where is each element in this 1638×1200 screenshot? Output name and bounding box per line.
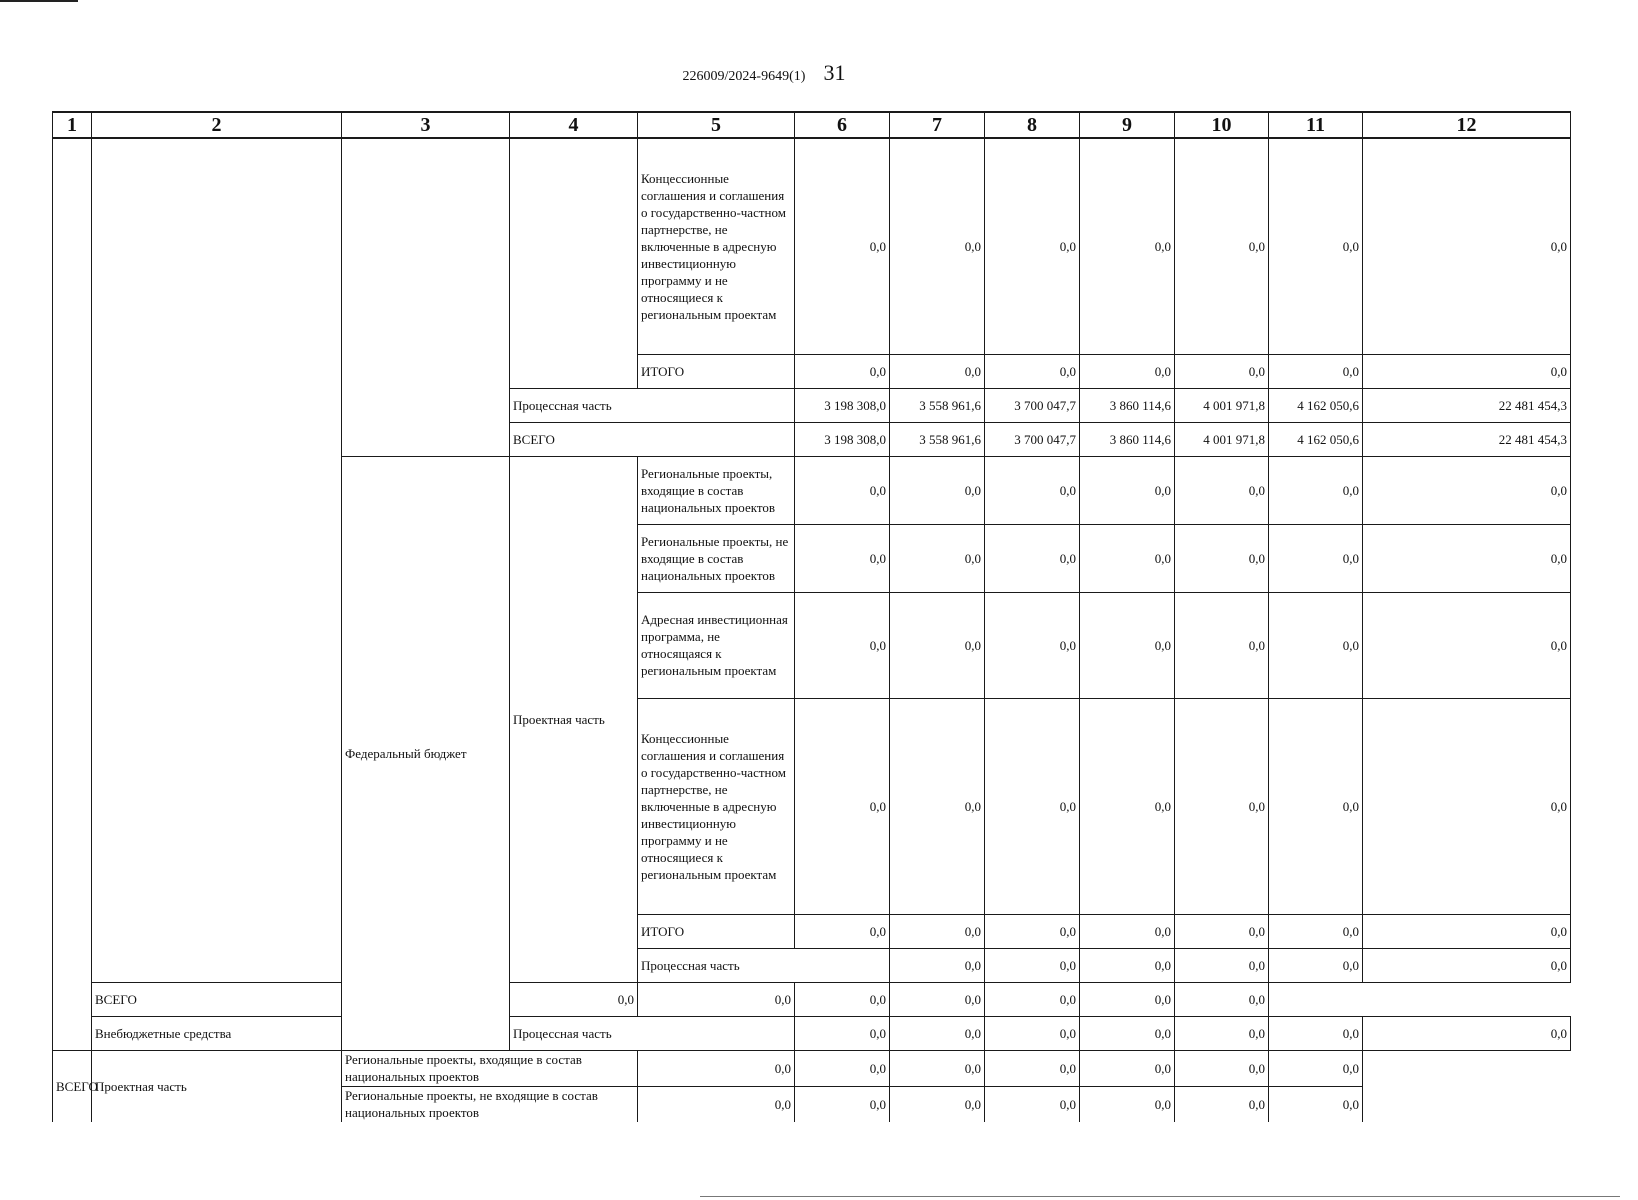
value-cell: 0,0	[638, 1086, 795, 1122]
value-cell: 0,0	[795, 354, 890, 388]
value-cell: 4 162 050,6	[1269, 388, 1363, 422]
federal-budget-label: Федеральный бюджет	[342, 456, 510, 1050]
value-cell: 0,0	[795, 456, 890, 524]
col-number: 11	[1269, 112, 1363, 138]
scan-edge-line	[700, 1196, 1620, 1197]
col4-cell	[510, 138, 638, 388]
scan-corner-mark	[0, 0, 78, 2]
value-cell: 0,0	[1175, 914, 1269, 948]
value-cell: 0,0	[890, 1016, 985, 1050]
value-cell: 4 001 971,8	[1175, 422, 1269, 456]
value-cell: 0,0	[985, 1050, 1080, 1086]
project-part-label: Проектная часть	[510, 456, 638, 982]
registration-number: 226009/2024-9649(1)	[682, 69, 806, 84]
value-cell: 0,0	[1080, 1050, 1175, 1086]
value-cell: 0,0	[795, 1050, 890, 1086]
value-cell: 0,0	[1175, 698, 1269, 914]
value-cell: 0,0	[1080, 456, 1175, 524]
value-cell: 0,0	[1363, 456, 1571, 524]
value-cell: 3 700 047,7	[985, 388, 1080, 422]
col-number: 1	[53, 112, 92, 138]
value-cell: 0,0	[890, 456, 985, 524]
regional-in-national-label: Региональные проекты, входящие в состав национальных проектов	[638, 456, 795, 524]
value-cell: 0,0	[1269, 698, 1363, 914]
value-cell: 0,0	[890, 982, 985, 1016]
value-cell: 0,0	[1363, 354, 1571, 388]
value-cell: 0,0	[1175, 1050, 1269, 1086]
value-cell: 0,0	[795, 592, 890, 698]
value-cell: 3 558 961,6	[890, 388, 985, 422]
extrabudget-label: Внебюджетные средства	[92, 1016, 342, 1050]
value-cell: 0,0	[890, 138, 985, 354]
value-cell: 0,0	[890, 914, 985, 948]
value-cell: 0,0	[795, 524, 890, 592]
value-cell: 0,0	[1080, 948, 1175, 982]
value-cell: 0,0	[1175, 948, 1269, 982]
value-cell: 0,0	[1080, 1086, 1175, 1122]
col-number: 7	[890, 112, 985, 138]
value-cell: 0,0	[1269, 354, 1363, 388]
value-cell: 0,0	[1175, 456, 1269, 524]
value-cell: 0,0	[1363, 1016, 1571, 1050]
value-cell: 0,0	[1269, 456, 1363, 524]
col-number: 4	[510, 112, 638, 138]
value-cell: 0,0	[890, 948, 985, 982]
value-cell: 0,0	[985, 1086, 1080, 1122]
concession-agreements-label: Концессионные соглашения и соглашения о государственно-частном партнерстве, не включенные в адресную инвестиционную программу и не относящиеся к региональным проектам	[638, 698, 795, 914]
project-part-label: Проектная часть	[92, 1050, 342, 1122]
value-cell: 0,0	[890, 698, 985, 914]
value-cell: 0,0	[1080, 524, 1175, 592]
table-row	[53, 138, 1571, 354]
value-cell: 0,0	[890, 524, 985, 592]
process-part-label: Процессная часть	[510, 388, 795, 422]
value-cell: 3 198 308,0	[795, 422, 890, 456]
value-cell: 0,0	[795, 138, 890, 354]
value-cell: 0,0	[510, 982, 638, 1016]
value-cell: 0,0	[1080, 1016, 1175, 1050]
col-number: 3	[342, 112, 510, 138]
value-cell: 0,0	[1363, 524, 1571, 592]
itogo-label: ИТОГО	[638, 354, 795, 388]
value-cell: 0,0	[985, 948, 1080, 982]
process-part-label: Процессная часть	[638, 948, 890, 982]
value-cell: 0,0	[795, 1016, 890, 1050]
value-cell: 0,0	[890, 354, 985, 388]
process-part-label: Процессная часть	[510, 1016, 795, 1050]
value-cell: 0,0	[985, 524, 1080, 592]
value-cell: 3 198 308,0	[795, 388, 890, 422]
itogo-label: ИТОГО	[638, 914, 795, 948]
value-cell: 3 860 114,6	[1080, 422, 1175, 456]
value-cell: 0,0	[795, 1086, 890, 1122]
col-number: 8	[985, 112, 1080, 138]
value-cell: 0,0	[638, 1050, 795, 1086]
col1-cell	[53, 138, 92, 1050]
address-program-label: Адресная инвестиционная программа, не относящаяся к региональным проектам	[638, 592, 795, 698]
value-cell: 0,0	[1363, 138, 1571, 354]
table-row	[53, 982, 1571, 1016]
value-cell: 0,0	[1269, 1016, 1363, 1050]
col-number: 12	[1363, 112, 1571, 138]
col3-cell	[342, 138, 510, 456]
value-cell: 0,0	[1363, 698, 1571, 914]
value-cell: 0,0	[795, 698, 890, 914]
value-cell: 0,0	[1269, 1086, 1363, 1122]
value-cell: 0,0	[985, 914, 1080, 948]
value-cell: 0,0	[1269, 1050, 1363, 1086]
value-cell: 0,0	[1080, 982, 1175, 1016]
total-label: ВСЕГО	[92, 982, 510, 1016]
value-cell: 0,0	[1080, 354, 1175, 388]
document-header	[0, 60, 1638, 86]
concession-agreements-label: Концессионные соглашения и соглашения о государственно-частном партнерстве, не включенные в адресную инвестиционную программу и не относящиеся к региональным проектам	[638, 138, 795, 354]
col-number: 9	[1080, 112, 1175, 138]
value-cell: 0,0	[795, 982, 890, 1016]
value-cell: 3 558 961,6	[890, 422, 985, 456]
value-cell: 0,0	[985, 1016, 1080, 1050]
column-number-row	[53, 112, 1571, 138]
value-cell: 0,0	[1269, 914, 1363, 948]
regional-in-national-label: Региональные проекты, входящие в состав национальных проектов	[342, 1050, 638, 1086]
value-cell: 0,0	[1269, 524, 1363, 592]
value-cell: 0,0	[1175, 354, 1269, 388]
page-number: 31	[823, 60, 846, 85]
col-number: 5	[638, 112, 795, 138]
value-cell: 0,0	[985, 698, 1080, 914]
table-row	[53, 1016, 1571, 1050]
value-cell: 0,0	[985, 354, 1080, 388]
value-cell: 0,0	[1175, 524, 1269, 592]
regional-not-in-national-label: Региональные проекты, не входящие в состав национальных проектов	[342, 1086, 638, 1122]
budget-table	[52, 111, 1571, 1122]
value-cell: 0,0	[985, 592, 1080, 698]
table-row	[53, 1050, 1571, 1086]
value-cell: 0,0	[1080, 914, 1175, 948]
value-cell: 0,0	[890, 592, 985, 698]
value-cell: 0,0	[795, 914, 890, 948]
value-cell: 0,0	[1269, 948, 1363, 982]
value-cell: 0,0	[1269, 138, 1363, 354]
value-cell: 4 162 050,6	[1269, 422, 1363, 456]
col-number: 6	[795, 112, 890, 138]
value-cell: 0,0	[1363, 592, 1571, 698]
value-cell: 0,0	[638, 982, 795, 1016]
value-cell: 0,0	[1175, 138, 1269, 354]
grand-total-label: ВСЕГО	[53, 1050, 92, 1122]
value-cell: 0,0	[1080, 592, 1175, 698]
value-cell: 0,0	[1363, 914, 1571, 948]
value-cell: 4 001 971,8	[1175, 388, 1269, 422]
value-cell: 0,0	[1080, 698, 1175, 914]
col-number: 2	[92, 112, 342, 138]
value-cell: 0,0	[985, 456, 1080, 524]
value-cell: 0,0	[1269, 592, 1363, 698]
value-cell: 0,0	[890, 1050, 985, 1086]
value-cell: 0,0	[1175, 1016, 1269, 1050]
value-cell: 0,0	[1175, 1086, 1269, 1122]
col-number: 10	[1175, 112, 1269, 138]
total-label: ВСЕГО	[510, 422, 795, 456]
value-cell: 0,0	[985, 982, 1080, 1016]
value-cell: 3 700 047,7	[985, 422, 1080, 456]
value-cell: 0,0	[1363, 948, 1571, 982]
value-cell: 0,0	[1175, 982, 1269, 1016]
value-cell: 22 481 454,3	[1363, 422, 1571, 456]
regional-not-in-national-label: Региональные проекты, не входящие в состав национальных проектов	[638, 524, 795, 592]
value-cell: 0,0	[1175, 592, 1269, 698]
value-cell: 22 481 454,3	[1363, 388, 1571, 422]
value-cell: 0,0	[890, 1086, 985, 1122]
value-cell: 0,0	[1080, 138, 1175, 354]
value-cell: 3 860 114,6	[1080, 388, 1175, 422]
value-cell: 0,0	[985, 138, 1080, 354]
col2-cell	[92, 138, 342, 982]
